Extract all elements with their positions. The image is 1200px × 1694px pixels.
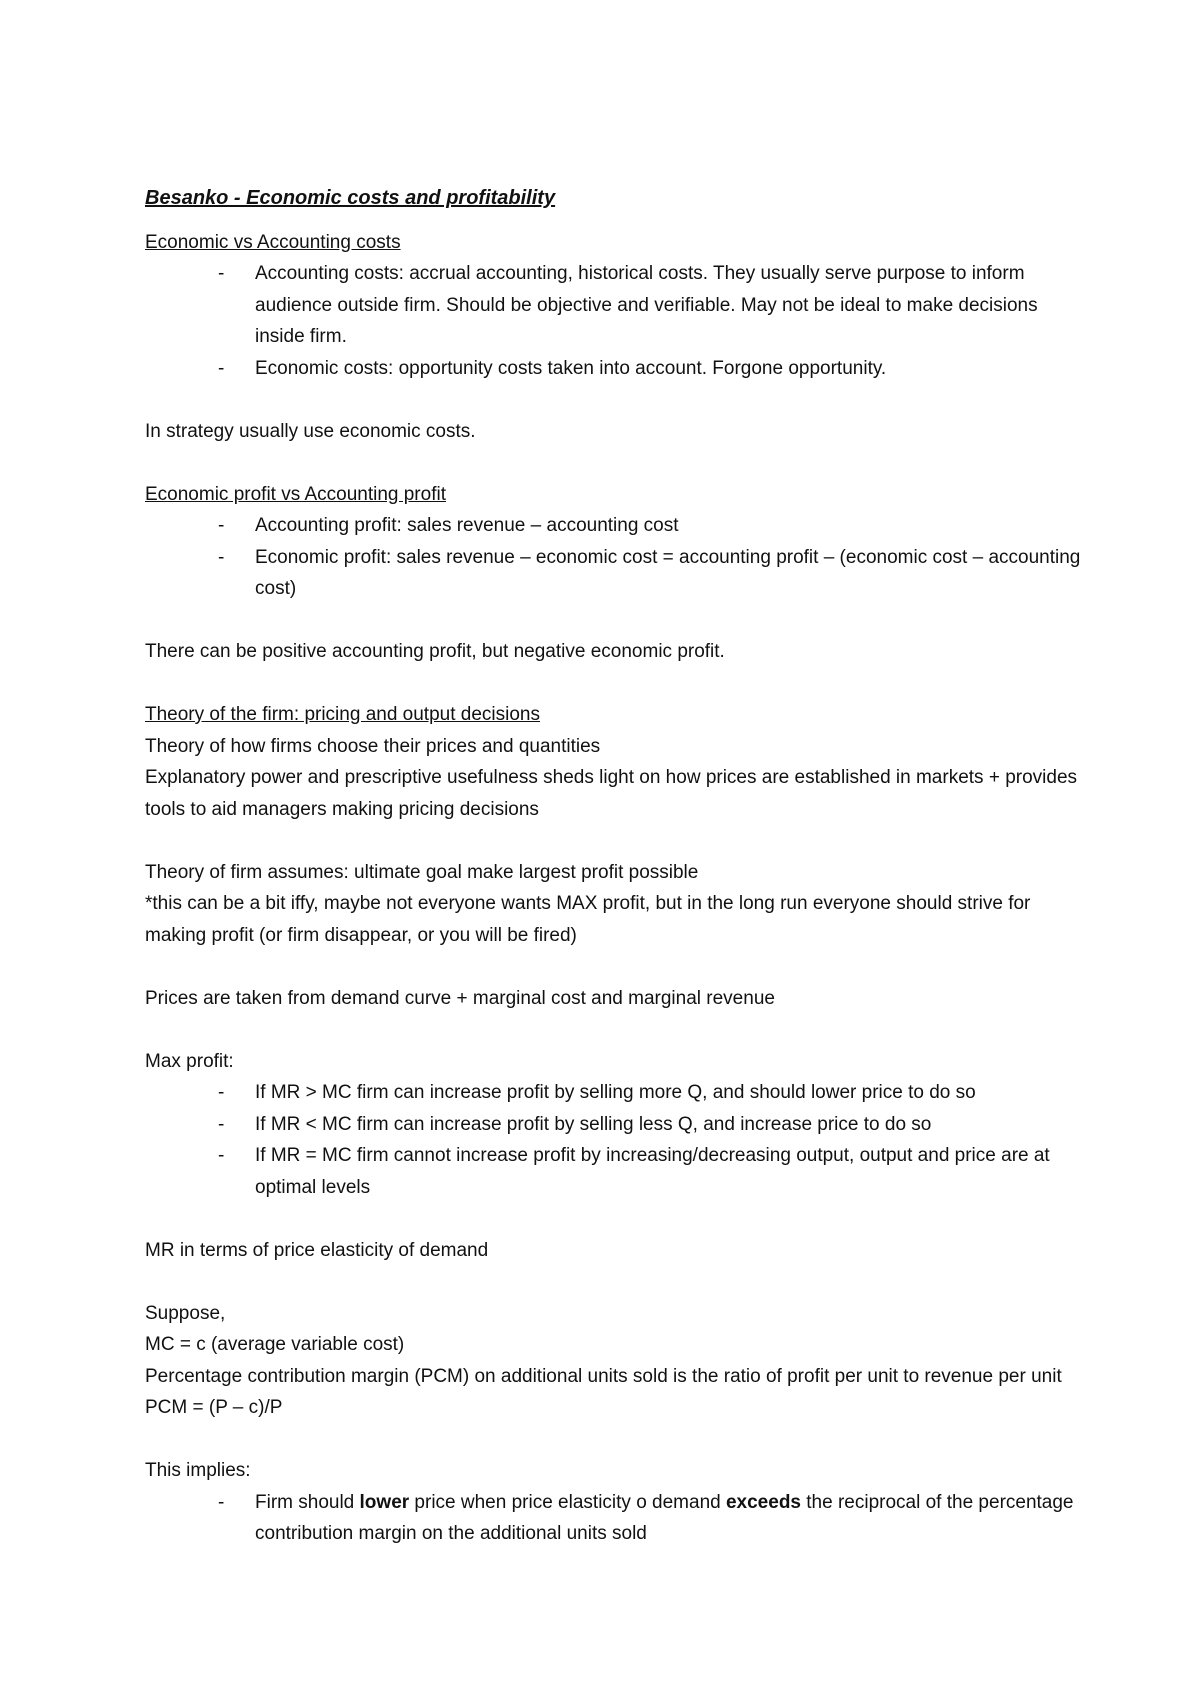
dash-bullet: - [218, 1491, 225, 1513]
suppose-label: Suppose, [145, 1302, 226, 1324]
profit-list [145, 510, 1085, 605]
paragraph: Theory of how firms choose their prices and quantities [145, 735, 601, 757]
paragraph: There can be positive accounting profit, but negative economic profit. [145, 641, 725, 662]
list-item [145, 1140, 1085, 1203]
bold-text: lower [359, 1491, 410, 1513]
list-item [145, 1077, 1085, 1109]
paragraph: Percentage contribution margin (PCM) on additional units sold is the ratio of profit per unit to revenue per unit PCM = (P – c)/P [145, 1365, 1062, 1418]
paragraph: MC = c (average variable cost) [145, 1334, 405, 1355]
costs-list [145, 258, 1085, 384]
list-item-text: If MR = MC firm cannot increase profit by increasing/decreasing output, output and price are at optimal levels [255, 1145, 1050, 1198]
list-item-text: If MR < MC firm can increase profit by selling less Q, and increase price to do so [255, 1113, 932, 1135]
list-item-text [255, 1492, 1074, 1545]
list-item-text: Economic profit: sales revenue – economic cost = accounting profit – (economic cost – accounting cost) [255, 546, 1081, 599]
list-item [145, 1109, 1085, 1141]
paragraph: Explanatory power and prescriptive usefulness sheds light on how prices are established in markets + provides tools to aid managers making pricing decisions [145, 767, 1078, 820]
dash-bullet: - [218, 546, 225, 568]
dash-bullet: - [218, 1082, 225, 1103]
list-item-text: If MR > MC firm can increase profit by selling more Q, and should lower price to do so [255, 1082, 976, 1103]
max-profit-list [145, 1077, 1085, 1203]
implies-label: This implies: [145, 1460, 251, 1481]
dash-bullet: - [218, 1113, 225, 1135]
paragraph: *this can be a bit iffy, maybe not everyone wants MAX profit, but in the long run everyone should strive for making profit (or firm disappear, or you will be fired) [145, 893, 1031, 946]
list-item-text: Accounting costs: accrual accounting, historical costs. They usually serve purpose to inform audience outside firm. Should be objective and verifiable. May not be ideal to make decisions inside firm. [255, 263, 1038, 347]
max-profit-label: Max profit: [145, 1050, 234, 1072]
paragraph: Theory of firm assumes: ultimate goal make largest profit possible [145, 861, 699, 883]
document-body [145, 183, 1085, 1550]
text-run: the reciprocal of the percentage contribution margin on the additional units sold [255, 1491, 1074, 1544]
dash-bullet: - [218, 357, 225, 379]
paragraph: Prices are taken from demand curve + marginal cost and marginal revenue [145, 987, 775, 1009]
list-item [145, 258, 1085, 353]
dash-bullet: - [218, 1145, 225, 1166]
bold-text: exceeds [725, 1491, 801, 1513]
dash-bullet: - [218, 263, 225, 284]
section-heading-theory: Theory of the firm: pricing and output decisions [145, 704, 540, 725]
text-run: Firm should [255, 1491, 360, 1513]
list-item-text: Accounting profit: sales revenue – accounting cost [255, 515, 679, 536]
list-item [145, 353, 1085, 385]
paragraph: MR in terms of price elasticity of demand [145, 1239, 489, 1261]
page-title: Besanko - Economic costs and profitability [145, 187, 556, 209]
dash-bullet: - [218, 515, 225, 536]
section-heading-profit: Economic profit vs Accounting profit [145, 483, 446, 505]
list-item-text: Economic costs: opportunity costs taken into account. Forgone opportunity. [255, 357, 887, 379]
text-run: price when price elasticity o demand [409, 1491, 726, 1513]
list-item [145, 542, 1085, 605]
section-heading-costs: Economic vs Accounting costs [145, 231, 401, 253]
implies-list [145, 1487, 1085, 1550]
list-item [145, 510, 1085, 542]
paragraph: In strategy usually use economic costs. [145, 420, 476, 442]
list-item [145, 1487, 1085, 1550]
